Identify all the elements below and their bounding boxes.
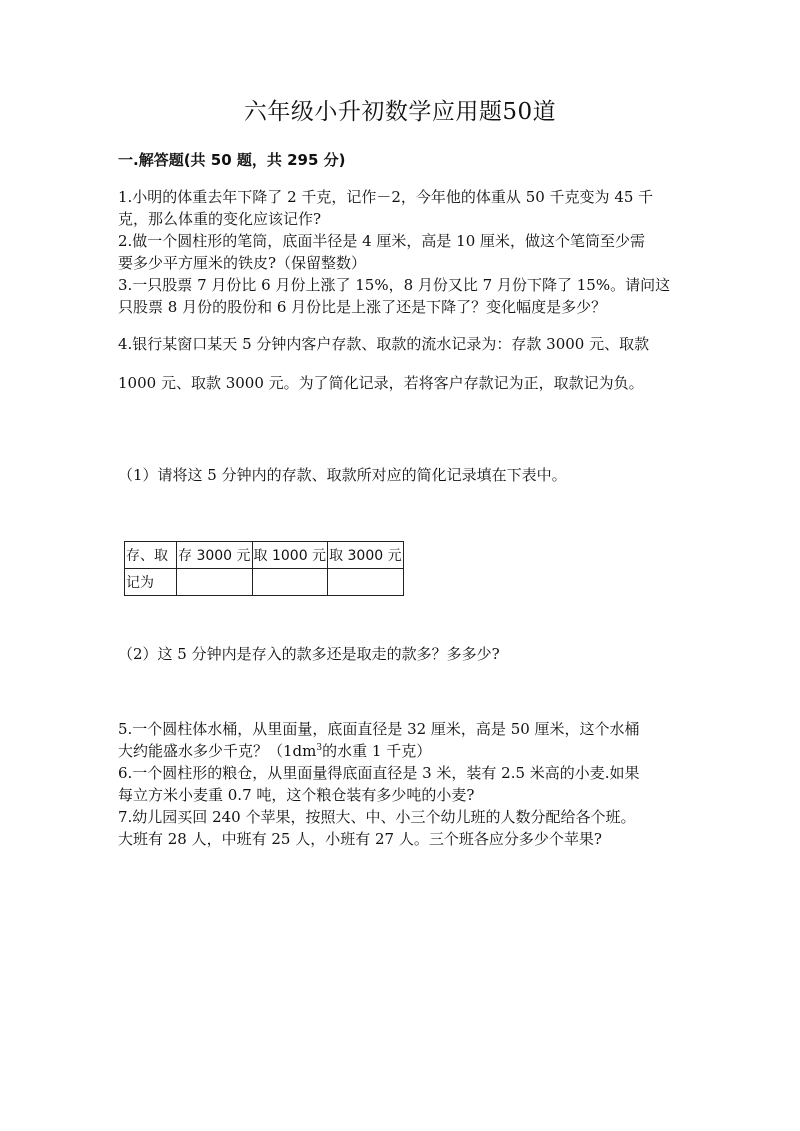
- page-title: 六年级小升初数学应用题50道: [243, 99, 557, 125]
- table-answer-cell: [177, 569, 253, 596]
- question-1: [118, 186, 684, 230]
- question-7-line-2: 大班有 28 人，中班有 25 人，小班有 27 人。三个班各应分多少个苹果?: [118, 830, 602, 848]
- question-5-line-2: [118, 740, 684, 762]
- question-2-line-1: 2.做一个圆柱形的笔筒，底面半径是 4 厘米，高是 10 厘米，做这个笔筒至少需: [118, 232, 646, 250]
- question-2: [118, 230, 684, 274]
- table-header-cell: 取 3000 元: [328, 542, 404, 569]
- question-4-part-1: [118, 464, 684, 486]
- table-row: [125, 569, 404, 596]
- question-7: [118, 806, 684, 850]
- question-5: [118, 718, 684, 762]
- question-7-line-1: 7.幼儿园买回 240 个苹果，按照大、中、小三个幼儿班的人数分配给各个班。: [118, 808, 636, 826]
- question-6-line-1: 6.一个圆柱形的粮仓，从里面量得底面直径是 3 米，装有 2.5 米高的小麦.如果: [118, 764, 640, 782]
- question-1-line-2: 克，那么体重的变化应该记作?: [118, 210, 322, 228]
- question-4-line-2: 1000 元、取款 3000 元。为了简化记录，若将客户存款记为正，取款记为负。: [118, 374, 644, 392]
- table-row: [125, 542, 404, 569]
- question-2-line-2: 要多少平方厘米的铁皮?（保留整数）: [118, 254, 367, 272]
- table-cell: 记为: [125, 569, 177, 596]
- question-4-part-2: [118, 643, 684, 665]
- table-answer-cell: [252, 569, 328, 596]
- question-4-line-1: 4.银行某窗口某天 5 分钟内客户存款、取款的流水记录为：存款 3000 元、取款: [118, 335, 650, 353]
- cubic-superscript: 3: [316, 743, 323, 753]
- table-answer-cell: [328, 569, 404, 596]
- question-5-line-2-end: 的水重 1 千克）: [322, 742, 432, 760]
- question-4-continued: [118, 372, 684, 394]
- question-6: [118, 762, 684, 806]
- question-1-line-1: 1.小明的体重去年下降了 2 千克，记作－2，今年他的体重从 50 千克变为 45 千: [118, 188, 654, 206]
- question-5-line-2-start: 大约能盛水多少千克？（1dm: [118, 742, 317, 760]
- table-header-cell: 存、取: [125, 542, 177, 569]
- question-5-line-1: 5.一个圆柱体水桶，从里面量，底面直径是 32 厘米，高是 50 厘米，这个水桶: [118, 720, 640, 738]
- question-6-line-2: 每立方米小麦重 0.7 吨，这个粮仓装有多少吨的小麦?: [118, 786, 475, 804]
- question-3-line-2: 只股票 8 月份的股份和 6 月份比是上涨了还是下降了？变化幅度是多少？: [118, 298, 607, 316]
- question-3-line-1: 3.一只股票 7 月份比 6 月份上涨了 15%，8 月份又比 7 月份下降了 15%。请问这: [118, 276, 671, 294]
- question-4-part-2-text: （2）这 5 分钟内是存入的款多还是取走的款多？多多少?: [118, 645, 500, 663]
- table-header-cell: 存 3000 元: [177, 542, 253, 569]
- question-4: [118, 333, 684, 355]
- table-header-cell: 取 1000 元: [252, 542, 328, 569]
- section-heading: 一.解答题(共 50 题，共 295 分): [118, 151, 346, 169]
- question-4-part-1-text: （1）请将这 5 分钟内的存款、取款所对应的简化记录填在下表中。: [118, 466, 567, 484]
- question-3: [118, 274, 684, 318]
- record-table: [124, 541, 404, 596]
